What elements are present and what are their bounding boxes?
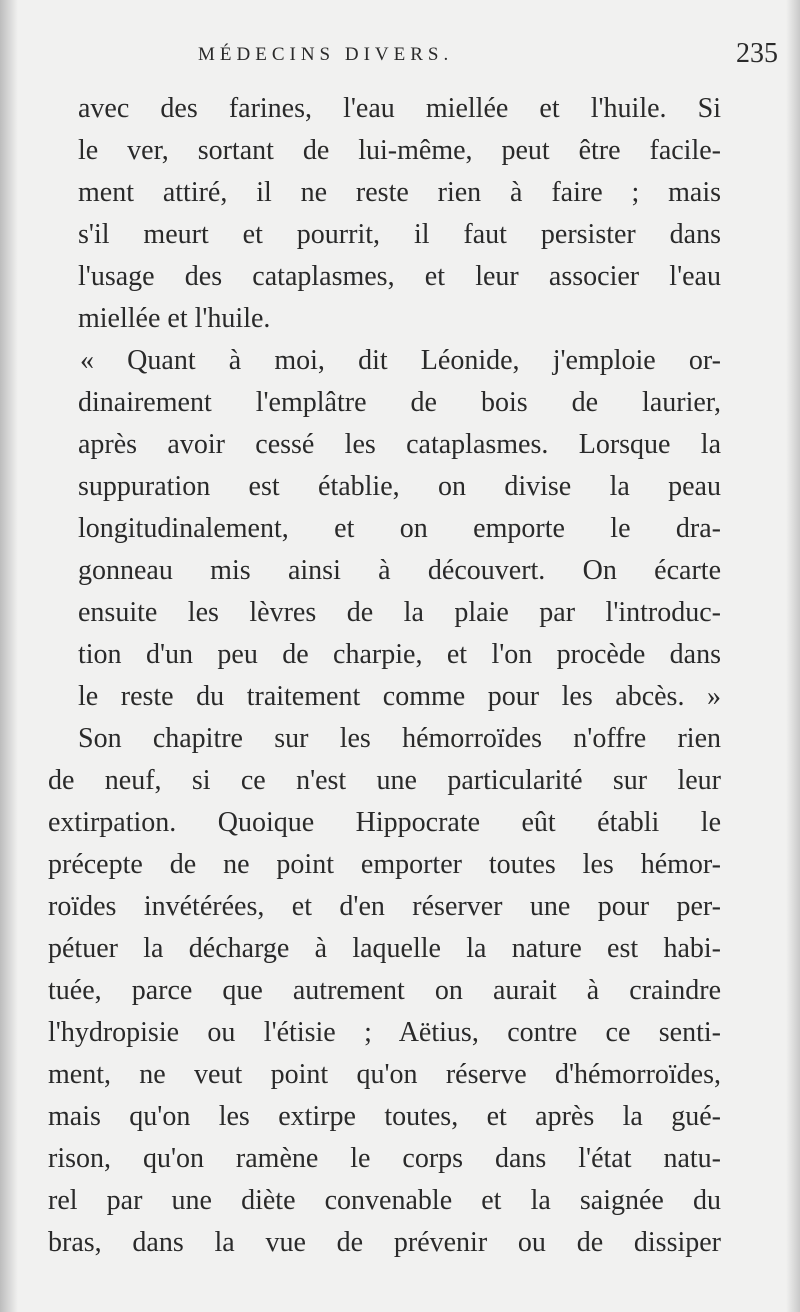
text-line: « dinairement l'emplâtre de bois de laurier,	[48, 382, 721, 424]
text-line: « miellée et l'huile.	[48, 298, 721, 340]
text-line: « Quant à moi, dit Léonide, j'emploie or-	[80, 345, 721, 376]
text-line: pétuer la décharge à laquelle la nature est habi-	[48, 933, 721, 964]
text-line: « le reste du traitement comme pour les abcès. »	[48, 676, 721, 718]
text-line: extirpation. Quoique Hippocrate eût établi le	[48, 807, 721, 838]
text-line: « le ver, sortant de lui-même, peut être facile-	[48, 130, 721, 172]
text-line: rel par une diète convenable et la saignée du	[48, 1185, 721, 1216]
text-line: « longitudinalement, et on emporte le dra-	[48, 508, 721, 550]
text-line: « s'il meurt et pourrit, il faut persister dans	[48, 214, 721, 256]
text-line: rison, qu'on ramène le corps dans l'état natu-	[48, 1143, 721, 1174]
text-line: mais qu'on les extirpe toutes, et après la gué-	[48, 1101, 721, 1132]
body-text	[48, 88, 721, 1264]
text-line: de neuf, si ce n'est une particularité sur leur	[48, 765, 721, 796]
text-line: « après avoir cessé les cataplasmes. Lorsque la	[48, 424, 721, 466]
text-line: « l'usage des cataplasmes, et leur associer l'eau	[48, 256, 721, 298]
page-header	[48, 38, 778, 80]
running-head: MÉDECINS DIVERS.	[198, 44, 454, 65]
text-line: précepte de ne point emporter toutes les hémor-	[48, 849, 721, 880]
text-line: l'hydropisie ou l'étisie ; Aëtius, contre ce senti-	[48, 1017, 721, 1048]
text-line: Son chapitre sur les hémorroïdes n'offre rien	[78, 723, 721, 754]
page-number: 235	[736, 38, 778, 69]
text-line: « ment attiré, il ne reste rien à faire ; mais	[48, 172, 721, 214]
text-line: « avec des farines, l'eau miellée et l'huile. Si	[48, 88, 721, 130]
text-line: « suppuration est établie, on divise la peau	[48, 466, 721, 508]
text-line: roïdes invétérées, et d'en réserver une pour per-	[48, 891, 721, 922]
text-line: « ensuite les lèvres de la plaie par l'introduc-	[48, 592, 721, 634]
text-line: « tion d'un peu de charpie, et l'on procède dans	[48, 634, 721, 676]
text-line: « gonneau mis ainsi à découvert. On écarte	[48, 550, 721, 592]
text-line: bras, dans la vue de prévenir ou de dissiper	[48, 1227, 721, 1258]
text-line: tuée, parce que autrement on aurait à craindre	[48, 975, 721, 1006]
text-line: ment, ne veut point qu'on réserve d'hémorroïdes,	[48, 1059, 721, 1090]
